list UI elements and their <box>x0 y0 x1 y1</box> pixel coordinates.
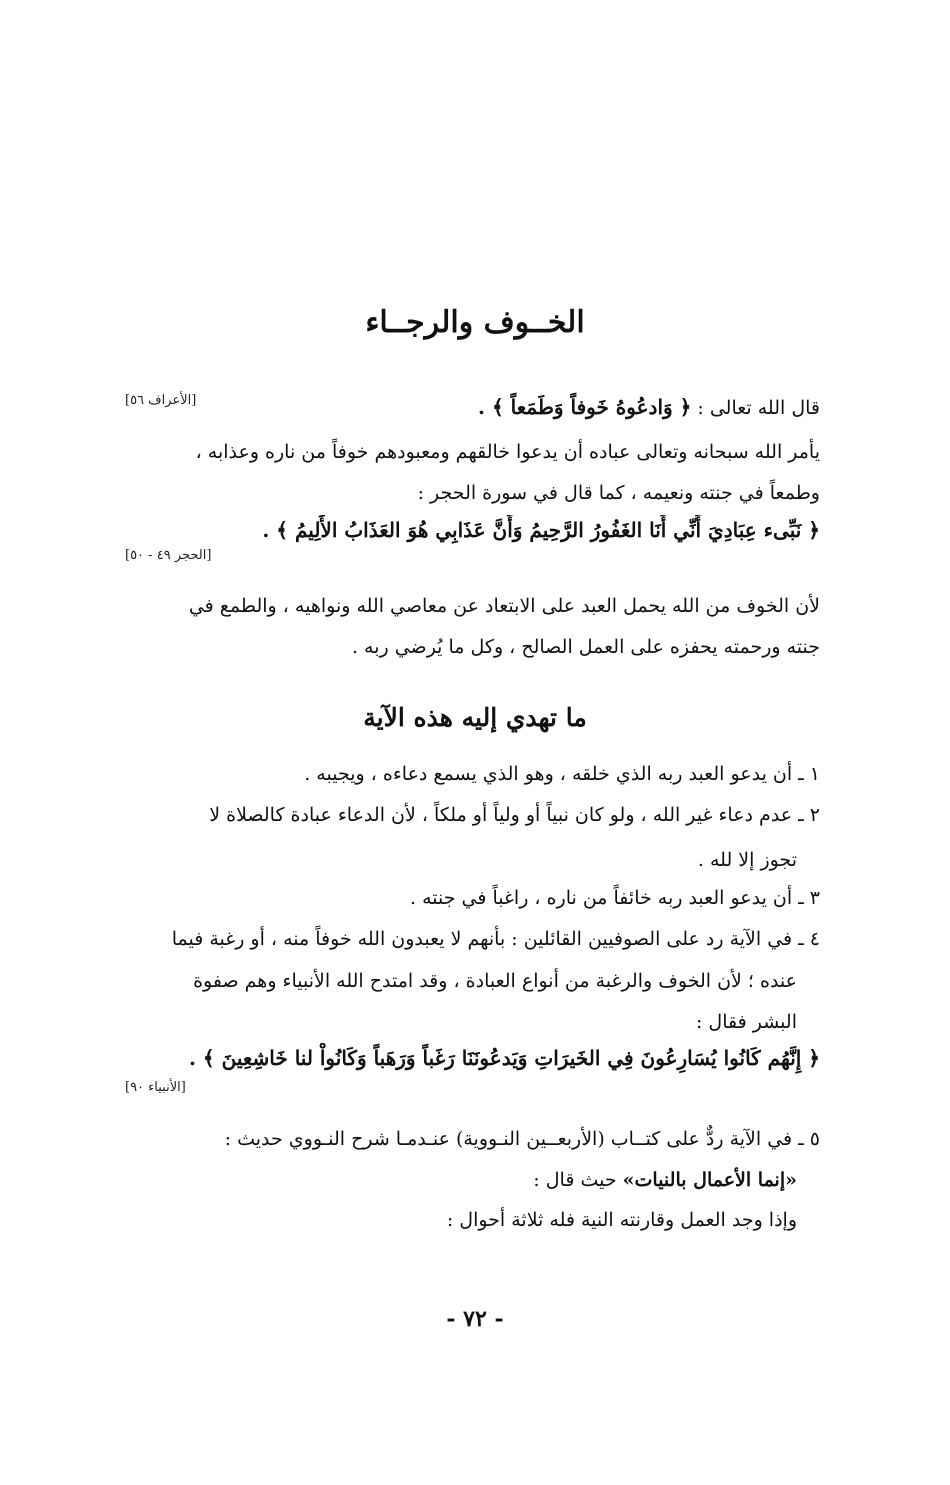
list-item: ٤ ـ في الآية رد على الصوفيين القائلين : بأنهم لا يعبدون الله خوفاً منه ، أو رغبة فيما <box>171 928 820 950</box>
list-item-continuation: عنده ؛ لأن الخوف والرغبة من أنواع العبادة ، وقد امتدح الله الأنبياء وهم صفوة <box>193 970 797 992</box>
list-item: ٣ ـ أن يدعو العبد ربه خائفاً من ناره ، راغباً في جنته . <box>409 887 820 909</box>
list-item: ٢ ـ عدم دعاء غير الله ، ولو كان نبياً أو ولياً أو ملكاً ، لأن الدعاء عبادة كالصلاة لا <box>209 804 820 826</box>
verse-line-araf <box>120 392 820 424</box>
paragraph-line: لأن الخوف من الله يحمل العبد على الابتعاد عن معاصي الله ونواهيه ، والطمع في <box>188 595 820 617</box>
verse-reference: [الأعراف ٥٦] <box>125 393 197 408</box>
list-item: ٥ ـ في الآية ردٌّ على كتــاب (الأربعــين النـووية) عنـدمـا شرح النـووي حديث : <box>224 1128 820 1150</box>
hadith-title: «إنما الأعمال بالنيات» <box>622 1169 797 1191</box>
list-item-continuation: وإذا وجد العمل وقارنته النية فله ثلاثة أحوال : <box>446 1209 797 1231</box>
list-item-continuation <box>120 1165 797 1197</box>
paragraph-line: وطمعاً في جنته ونعيمه ، كما قال في سورة الحجر : <box>417 482 820 504</box>
verse-reference: [الأنبياء ٩٠] <box>125 1080 186 1095</box>
list-item-continuation: تجوز إلا لله . <box>697 849 797 871</box>
page-number: - ٧٢ - <box>446 1306 504 1332</box>
intro-text: قال الله تعالى : <box>691 397 820 419</box>
section-heading: ما تهدي إليه هذه الآية <box>363 703 587 732</box>
paragraph-line: يأمر الله سبحانه وتعالى عباده أن يدعوا خالقهم ومعبودهم خوفاً من ناره وعذابه ، <box>195 441 820 463</box>
quran-verse-anbiya: ﴿ إِنَّهُم كَانُوا يُسَارِعُونَ فِي الخَيرَاتِ وَيَدعُونَنَا رَغَباً وَرَهَباً وَكَانُواْ لنا خَاشِعِينَ ﴾ . <box>189 1046 820 1070</box>
list-item: ١ ـ أن يدعو العبد ربه الذي خلقه ، وهو الذي يسمع دعاءه ، ويجيبه . <box>304 763 820 785</box>
paragraph-line: جنته ورحمته يحفزه على العمل الصالح ، وكل ما يُرضي ربه . <box>351 636 820 658</box>
hadith-suffix: حيث قال : <box>533 1169 623 1191</box>
verse-reference: [الحجر ٤٩ - ٥٠] <box>125 548 212 563</box>
quran-verse-hijr: ﴿ نَبِّىء عِبَادِيَ أَنِّي أَنَا الغَفُورُ الرَّحِيمُ وَأَنَّ عَذَابِي هُوَ العَذَابُ الأَلِيمُ ﴾ . <box>262 518 820 542</box>
list-item-continuation: البشر فقال : <box>695 1011 797 1033</box>
chapter-title: الخــوف والرجــاء <box>365 305 585 340</box>
quran-verse: ﴿ وَادعُوهُ خَوفاً وَطَمَعاً ﴾ . <box>478 395 692 419</box>
